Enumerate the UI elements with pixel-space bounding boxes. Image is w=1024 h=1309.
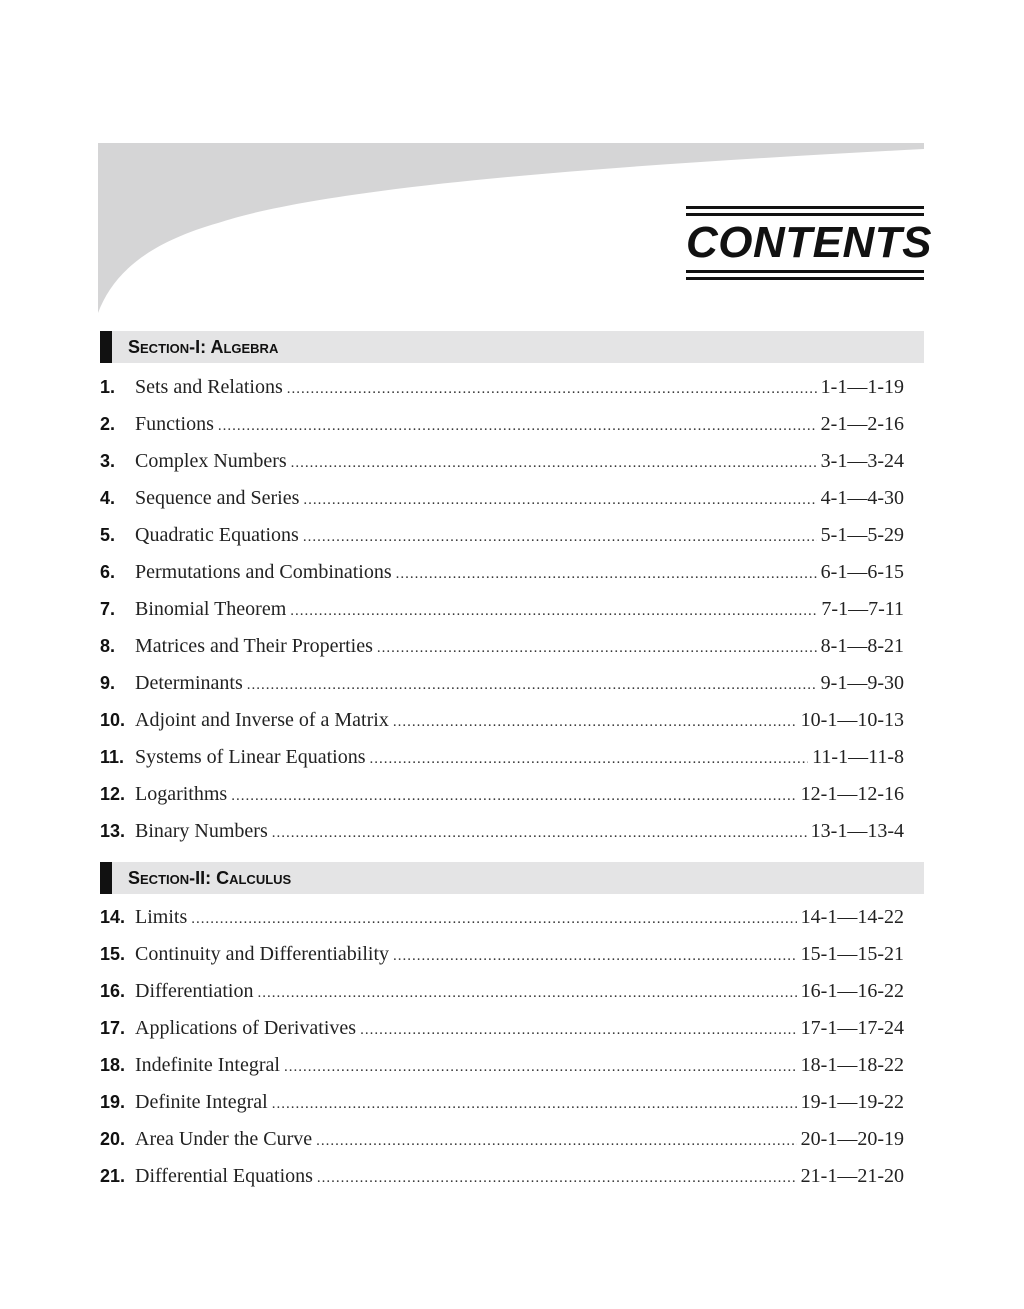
title-rule-bottom bbox=[686, 277, 924, 280]
dot-leader bbox=[393, 938, 797, 975]
dot-leader bbox=[360, 1012, 797, 1049]
chapter-number: 2. bbox=[100, 414, 116, 434]
page-range: 12-1—12-16 bbox=[800, 783, 904, 805]
toc-entry[interactable] bbox=[100, 1158, 904, 1195]
toc-entry[interactable] bbox=[100, 702, 904, 739]
toc-entry[interactable] bbox=[100, 1010, 904, 1047]
chapter-number: 6. bbox=[100, 562, 116, 582]
toc-entry[interactable] bbox=[100, 776, 904, 813]
dot-leader bbox=[247, 667, 817, 704]
chapter-number: 19. bbox=[100, 1092, 126, 1112]
dot-leader bbox=[287, 371, 817, 408]
page-range: 17-1—17-24 bbox=[800, 1017, 904, 1039]
page-range: 19-1—19-22 bbox=[800, 1091, 904, 1113]
toc-entry[interactable] bbox=[100, 517, 904, 554]
chapter-number: 10. bbox=[100, 710, 126, 730]
chapter-number: 14. bbox=[100, 907, 126, 927]
chapter-number: 9. bbox=[100, 673, 116, 693]
toc-entry[interactable] bbox=[100, 406, 904, 443]
title-rule-top-inner bbox=[686, 213, 924, 216]
chapter-title: Binomial Theorem bbox=[135, 598, 287, 620]
chapter-title: Continuity and Differentiability bbox=[135, 943, 390, 965]
section-header-algebra bbox=[100, 331, 924, 363]
section-marker bbox=[100, 331, 112, 363]
toc-entry[interactable] bbox=[100, 443, 904, 480]
chapter-number: 4. bbox=[100, 488, 116, 508]
toc-entry[interactable] bbox=[100, 1084, 904, 1121]
chapter-number: 13. bbox=[100, 821, 126, 841]
page-range: 15-1—15-21 bbox=[800, 943, 904, 965]
chapter-number: 16. bbox=[100, 981, 126, 1001]
page-range: 2-1—2-16 bbox=[820, 413, 904, 435]
dot-leader bbox=[257, 975, 796, 1012]
dot-leader bbox=[291, 445, 817, 482]
page-range: 14-1—14-22 bbox=[800, 906, 904, 928]
dot-leader bbox=[191, 901, 796, 938]
toc-entry[interactable] bbox=[100, 628, 904, 665]
chapter-title: Limits bbox=[135, 906, 188, 928]
chapter-number: 21. bbox=[100, 1166, 126, 1186]
title-rule-bottom-inner bbox=[686, 270, 924, 273]
dot-leader bbox=[317, 1160, 797, 1197]
toc-entry[interactable] bbox=[100, 480, 904, 517]
page-range: 10-1—10-13 bbox=[800, 709, 904, 731]
dot-leader bbox=[284, 1049, 797, 1086]
toc-entry[interactable] bbox=[100, 899, 904, 936]
page-range: 20-1—20-19 bbox=[800, 1128, 904, 1150]
page-title: CONTENTS bbox=[686, 218, 932, 267]
toc-entry[interactable] bbox=[100, 591, 904, 628]
chapter-number: 3. bbox=[100, 451, 116, 471]
toc-entry[interactable] bbox=[100, 665, 904, 702]
chapter-title: Systems of Linear Equations bbox=[135, 746, 366, 768]
chapter-number: 15. bbox=[100, 944, 126, 964]
title-block bbox=[686, 206, 932, 282]
chapter-title: Definite Integral bbox=[135, 1091, 268, 1113]
section-header-calculus bbox=[100, 862, 924, 894]
dot-leader bbox=[272, 815, 807, 852]
chapter-title: Applications of Derivatives bbox=[135, 1017, 357, 1039]
chapter-title: Sets and Relations bbox=[135, 376, 283, 398]
dot-leader bbox=[272, 1086, 797, 1123]
dot-leader bbox=[393, 704, 797, 741]
chapter-title: Logarithms bbox=[135, 783, 228, 805]
page-range: 6-1—6-15 bbox=[820, 561, 904, 583]
page-range: 21-1—21-20 bbox=[800, 1165, 904, 1187]
chapter-number: 18. bbox=[100, 1055, 126, 1075]
chapter-number: 17. bbox=[100, 1018, 126, 1038]
dot-leader bbox=[370, 741, 809, 778]
section-title: Section-I: Algebra bbox=[128, 337, 279, 357]
chapter-title: Matrices and Their Properties bbox=[135, 635, 373, 657]
dot-leader bbox=[218, 408, 817, 445]
page-range: 16-1—16-22 bbox=[800, 980, 904, 1002]
dot-leader bbox=[290, 593, 817, 630]
chapter-title: Differentiation bbox=[135, 980, 254, 1002]
chapter-title: Differential Equations bbox=[135, 1165, 313, 1187]
dot-leader bbox=[396, 556, 817, 593]
chapter-title: Binary Numbers bbox=[135, 820, 268, 842]
toc-entry[interactable] bbox=[100, 1121, 904, 1158]
chapter-title: Complex Numbers bbox=[135, 450, 287, 472]
dot-leader bbox=[231, 778, 796, 815]
dot-leader bbox=[303, 482, 816, 519]
chapter-title: Permutations and Combinations bbox=[135, 561, 392, 583]
chapter-title: Functions bbox=[135, 413, 214, 435]
chapter-title: Indefinite Integral bbox=[135, 1054, 280, 1076]
dot-leader bbox=[303, 519, 817, 556]
toc-entry[interactable] bbox=[100, 973, 904, 1010]
page-range: 9-1—9-30 bbox=[820, 672, 904, 694]
chapter-title: Adjoint and Inverse of a Matrix bbox=[135, 709, 389, 731]
dot-leader bbox=[377, 630, 817, 667]
chapter-title: Determinants bbox=[135, 672, 243, 694]
chapter-title: Quadratic Equations bbox=[135, 524, 299, 546]
page-range: 11-1—11-8 bbox=[812, 746, 904, 768]
chapter-number: 12. bbox=[100, 784, 126, 804]
toc-entry[interactable] bbox=[100, 1047, 904, 1084]
section-title: Section-II: Calculus bbox=[128, 868, 292, 888]
toc-entry[interactable] bbox=[100, 739, 904, 776]
chapter-title: Area Under the Curve bbox=[135, 1128, 313, 1150]
chapter-number: 11. bbox=[100, 747, 125, 767]
toc-entry[interactable] bbox=[100, 369, 904, 406]
toc-entry[interactable] bbox=[100, 936, 904, 973]
page-range: 5-1—5-29 bbox=[820, 524, 904, 546]
page-range: 3-1—3-24 bbox=[820, 450, 904, 472]
chapter-number: 7. bbox=[100, 599, 116, 619]
page-range: 18-1—18-22 bbox=[800, 1054, 904, 1076]
dot-leader bbox=[316, 1123, 797, 1160]
chapter-number: 20. bbox=[100, 1129, 126, 1149]
toc-entry[interactable] bbox=[100, 554, 904, 591]
section-marker bbox=[100, 862, 112, 894]
page-range: 7-1—7-11 bbox=[821, 598, 904, 620]
chapter-number: 8. bbox=[100, 636, 116, 656]
page-range: 1-1—1-19 bbox=[820, 376, 904, 398]
chapter-number: 1. bbox=[100, 377, 116, 397]
chapter-title: Sequence and Series bbox=[135, 487, 300, 509]
chapter-number: 5. bbox=[100, 525, 116, 545]
title-rule-top bbox=[686, 206, 924, 209]
page-range: 13-1—13-4 bbox=[810, 820, 904, 842]
toc-list-calculus bbox=[100, 899, 904, 1195]
page-range: 4-1—4-30 bbox=[820, 487, 904, 509]
toc-entry[interactable] bbox=[100, 813, 904, 850]
page-range: 8-1—8-21 bbox=[820, 635, 904, 657]
toc-list-algebra bbox=[100, 369, 904, 850]
